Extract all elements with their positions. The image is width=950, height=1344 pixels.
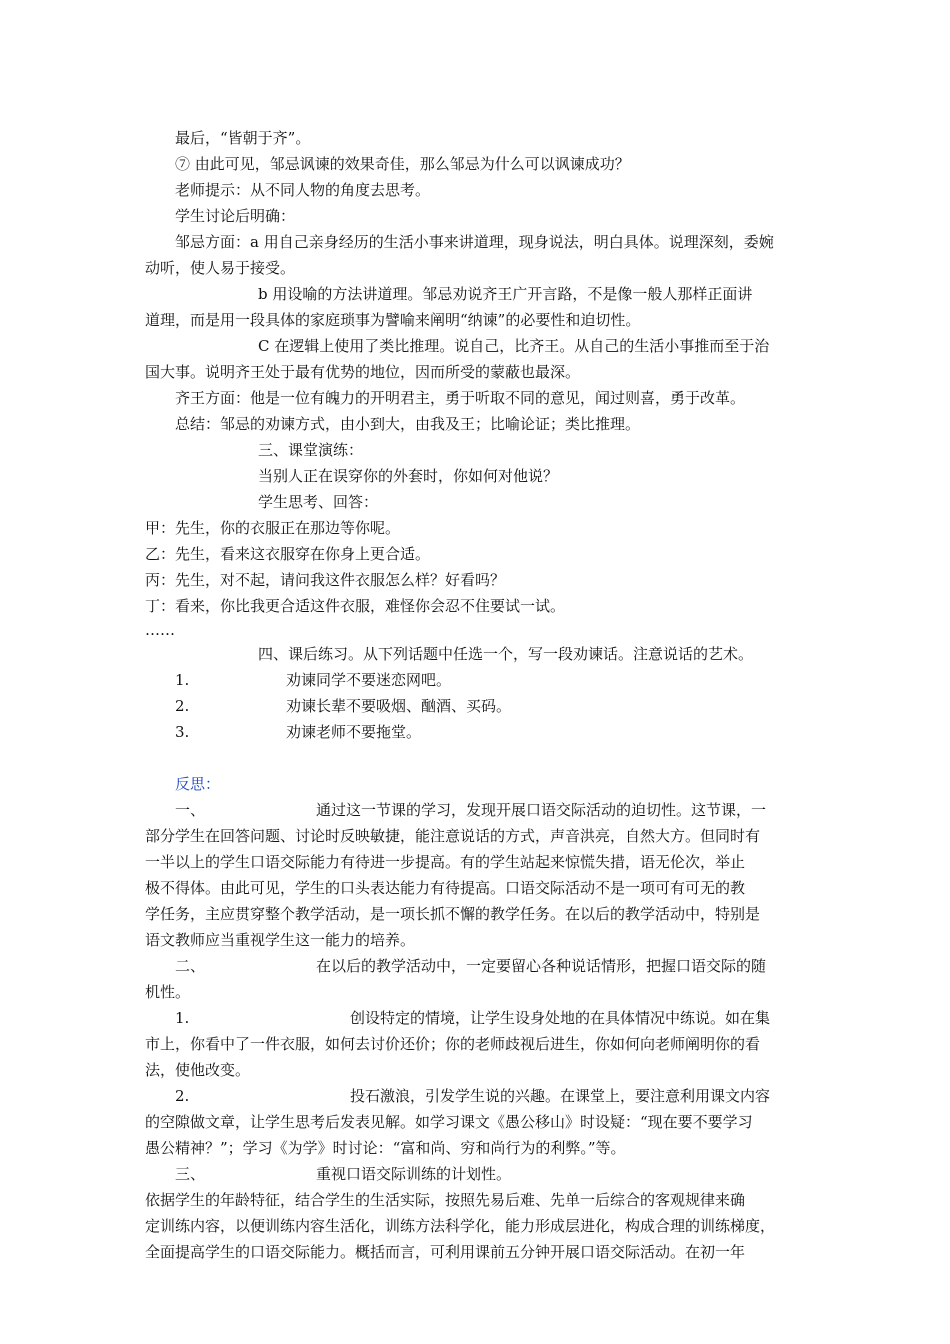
reflection-text: 的空隙做文章，让学生思考后发表见解。如学习课文《愚公移山》时设疑：“现在要不要学习 bbox=[145, 1113, 753, 1131]
king-aspect: 齐王方面：他是一位有魄力的开明君主，勇于听取不同的意见，闻过则喜，勇于改革。 bbox=[175, 389, 746, 407]
reflection-text: 学任务，主应贯穿整个教学活动，是一项长抓不懈的教学任务。在以后的教学活动中，特别是 bbox=[145, 905, 761, 923]
answer-ding: 丁：看来，你比我更合适这件衣服，难怪你会忍不住要试一试。 bbox=[145, 597, 566, 615]
zouji-aspect-a: 邹忌方面：a 用自己亲身经历的生活小事来讲道理，现身说法，明白具体。说理深刻，委婉 bbox=[175, 233, 774, 251]
topic-text: 劝谏长辈不要吸烟、酗酒、买码。 bbox=[286, 697, 512, 715]
reflection-text: 投石激浪，引发学生说的兴趣。在课堂上，要注意利用课文内容 bbox=[350, 1087, 771, 1105]
teacher-hint: 老师提示：从不同人物的角度去思考。 bbox=[175, 181, 431, 199]
reflection-text: 愚公精神？”；学习《为学》时讨论：“富和尚、穷和尚行为的利弊。”等。 bbox=[145, 1139, 626, 1157]
reflection-text: 极不得体。由此可见，学生的口头表达能力有待提高。口语交际活动不是一项可有可无的教 bbox=[145, 879, 746, 897]
reflection-subnumber: 1. bbox=[175, 1009, 190, 1027]
ellipsis: …… bbox=[145, 621, 175, 639]
topic-number: 2. bbox=[175, 697, 190, 715]
question-line: ⑦ 由此可见，邹忌讽谏的效果奇佳，那么邹忌为什么可以讽谏成功？ bbox=[175, 155, 630, 173]
text-line: 最后，“皆朝于齐”。 bbox=[175, 129, 311, 147]
answer-yi: 乙：先生，看来这衣服穿在你身上更合适。 bbox=[145, 545, 431, 563]
reflection-text: 一半以上的学生口语交际能力有待进一步提高。有的学生站起来惊慌失措，语无伦次，举止 bbox=[145, 853, 746, 871]
section-heading-homework: 四、课后练习。从下列话题中任选一个，写一段劝谏话。注意说话的艺术。 bbox=[258, 645, 754, 663]
answer-bing: 丙：先生，对不起，请问我这件衣服怎么样？好看吗？ bbox=[145, 571, 506, 589]
reflection-text: 创设特定的情境，让学生设身处地的在具体情况中练说。如在集 bbox=[350, 1009, 771, 1027]
topic-number: 3. bbox=[175, 723, 190, 741]
answer-jia: 甲：先生，你的衣服正在那边等你呢。 bbox=[145, 519, 401, 537]
topic-text: 劝谏同学不要迷恋网吧。 bbox=[286, 671, 452, 689]
zouji-aspect-b: b 用设喻的方法讲道理。邹忌劝说齐王广开言路，不是像一般人那样正面讲 bbox=[258, 285, 753, 303]
section-heading-practice: 三、课堂演练： bbox=[258, 441, 364, 459]
reflection-text: 依据学生的年龄特征，结合学生的生活实际，按照先易后难、先单一后综合的客观规律来确 bbox=[145, 1191, 746, 1209]
reflection-text: 全面提高学生的口语交际能力。概括而言，可利用课前五分钟开展口语交际活动。在初一年 bbox=[145, 1243, 746, 1261]
reflection-subnumber: 2. bbox=[175, 1087, 190, 1105]
reflection-text: 部分学生在回答问题、讨论时反映敏捷，能注意说话的方式，声音洪亮，自然大方。但同时有 bbox=[145, 827, 761, 845]
reflection-text: 法，使他改变。 bbox=[145, 1061, 251, 1079]
topic-text: 劝谏老师不要拖堂。 bbox=[286, 723, 422, 741]
reflection-number: 二、 bbox=[175, 957, 206, 975]
reflection-text: 机性。 bbox=[145, 983, 191, 1001]
zouji-aspect-c: C 在逻辑上使用了类比推理。说自己，比齐王。从自己的生活小事推而至于治 bbox=[258, 337, 770, 355]
reflection-number: 三、 bbox=[175, 1165, 206, 1183]
reflection-number: 一、 bbox=[175, 801, 206, 819]
reflection-text: 市上，你看中了一件衣服，如何去讨价还价；你的老师歧视后进生，你如何向老师阐明你的看 bbox=[145, 1035, 761, 1053]
text-line: 动听，使人易于接受。 bbox=[145, 259, 296, 277]
reflection-text: 重视口语交际训练的计划性。 bbox=[316, 1165, 512, 1183]
reflection-text: 通过这一节课的学习，发现开展口语交际活动的迫切性。这节课，一 bbox=[316, 801, 767, 819]
summary-line: 总结：邹忌的劝谏方式，由小到大，由我及王；比喻论证；类比推理。 bbox=[175, 415, 641, 433]
reflection-text: 语文教师应当重视学生这一能力的培养。 bbox=[145, 931, 416, 949]
practice-question: 当别人正在误穿你的外套时，你如何对他说？ bbox=[258, 467, 559, 485]
student-answer-label: 学生思考、回答： bbox=[258, 493, 379, 511]
reflection-text: 在以后的教学活动中，一定要留心各种说话情形，把握口语交际的随 bbox=[316, 957, 767, 975]
reflection-heading: 反思： bbox=[175, 775, 221, 793]
reflection-text: 定训练内容，以便训练内容生活化，训练方法科学化，能力形成层进化，构成合理的训练梯度， bbox=[145, 1217, 776, 1235]
student-discussion: 学生讨论后明确： bbox=[175, 207, 296, 225]
topic-number: 1. bbox=[175, 671, 190, 689]
text-line: 国大事。说明齐王处于最有优势的地位，因而所受的蒙蔽也最深。 bbox=[145, 363, 581, 381]
text-line: 道理，而是用一段具体的家庭琐事为譬喻来阐明“纳谏”的必要性和迫切性。 bbox=[145, 311, 641, 329]
